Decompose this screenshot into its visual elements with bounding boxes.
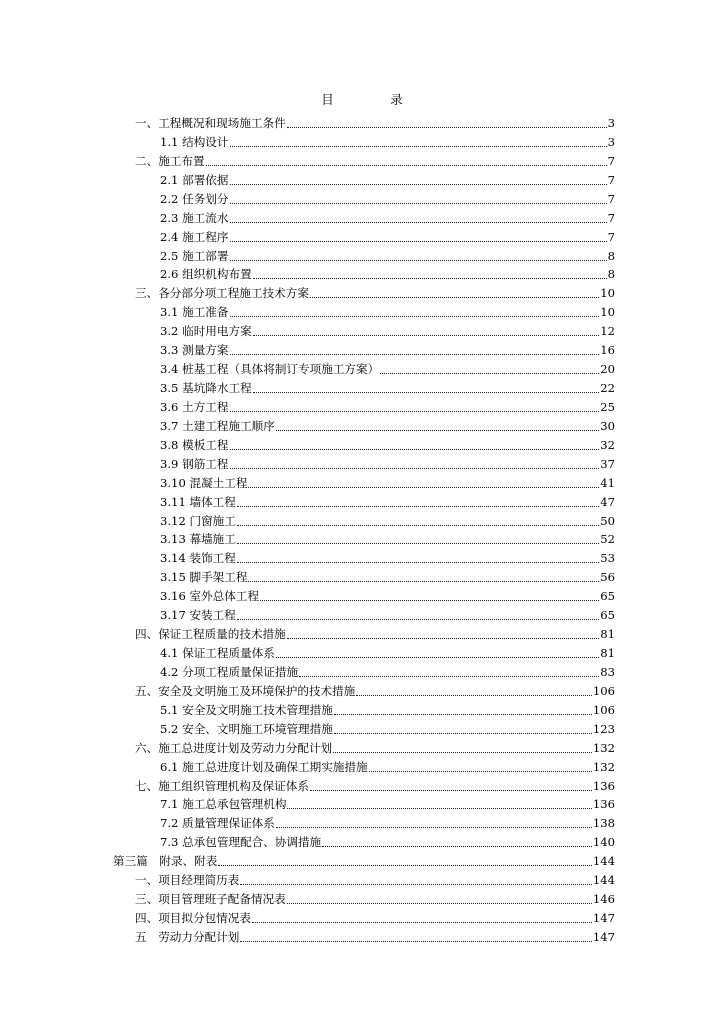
dot-leader — [237, 618, 599, 620]
toc-entry-page-number: 16 — [600, 343, 615, 358]
dot-leader — [287, 637, 600, 639]
toc-entry-label: 3.4 桩基工程（具体将制订专项施工方案） — [160, 362, 380, 377]
toc-entry-label: 2.4 施工程序 — [160, 229, 229, 244]
toc-entry[interactable] — [160, 547, 615, 566]
toc-entry-label: 1.1 结构设计 — [160, 134, 229, 149]
dot-leader — [230, 240, 607, 242]
toc-entry-label: 3.6 土方工程 — [160, 399, 229, 414]
toc-entry-label: 第三篇 附录、附表 — [113, 854, 218, 869]
toc-entry[interactable] — [135, 623, 615, 642]
toc-entry-page-number: 147 — [592, 929, 615, 944]
toc-entry-label: 四、保证工程质量的技术措施 — [135, 627, 286, 642]
toc-entry-label: 三、各分部分项工程施工技术方案 — [135, 286, 309, 301]
toc-entry-label: 3.14 装饰工程 — [160, 551, 236, 566]
toc-entry-label: 2.2 任务划分 — [160, 191, 229, 206]
toc-entry[interactable] — [160, 245, 615, 264]
dot-leader — [237, 524, 599, 526]
toc-entry[interactable] — [160, 812, 615, 831]
toc-entry-page-number: 132 — [592, 759, 615, 774]
toc-entry-label: 一、工程概况和现场施工条件 — [135, 116, 286, 130]
toc-entry[interactable] — [160, 831, 615, 850]
toc-entry[interactable] — [160, 528, 615, 547]
toc-entry-page-number: 37 — [600, 456, 615, 471]
dot-leader — [230, 353, 600, 355]
toc-entry-page-number: 7 — [607, 229, 615, 244]
toc-entry[interactable] — [135, 680, 615, 699]
toc-entry[interactable] — [160, 510, 615, 529]
toc-entry[interactable] — [160, 434, 615, 453]
toc-entry-label: 一、项目经理简历表 — [135, 873, 240, 888]
toc-entry[interactable] — [160, 358, 615, 377]
toc-entry-label: 四、项目拟分包情况表 — [135, 911, 251, 926]
toc-entry-page-number: 8 — [607, 248, 615, 263]
dot-leader — [248, 580, 599, 582]
dot-leader — [310, 296, 599, 298]
toc-entry-label: 3.10 混凝土工程 — [160, 475, 248, 490]
toc-entry-page-number: 20 — [600, 362, 615, 377]
toc-entry-page-number: 7 — [607, 153, 615, 168]
toc-entry-page-number: 146 — [592, 892, 615, 907]
toc-entry[interactable] — [160, 718, 615, 737]
toc-entry-label: 7.2 质量管理保证体系 — [160, 816, 275, 831]
toc-entry-page-number: 106 — [592, 683, 615, 698]
toc-entry-label: 3.5 基坑降水工程 — [160, 381, 252, 396]
toc-entry-page-number: 50 — [600, 513, 615, 528]
toc-entry[interactable] — [160, 566, 615, 585]
dot-leader — [230, 221, 607, 223]
toc-entry-label: 六、施工总进度计划及劳动力分配计划 — [135, 740, 333, 755]
toc-entry-label: 3.2 临时用电方案 — [160, 324, 252, 339]
dot-leader — [287, 126, 607, 128]
toc-entry-page-number: 32 — [600, 437, 615, 452]
toc-entry-label: 3.15 脚手架工程 — [160, 570, 248, 585]
dot-leader — [230, 183, 607, 185]
dot-leader — [276, 656, 599, 658]
toc-entry-label: 3.8 模板工程 — [160, 437, 229, 452]
toc-entry[interactable] — [160, 472, 615, 491]
toc-entry[interactable] — [135, 907, 615, 926]
toc-entry-label: 7.3 总承包管理配合、协调措施 — [160, 835, 322, 850]
toc-entry-page-number: 3 — [607, 134, 615, 149]
toc-entry[interactable] — [160, 604, 615, 623]
toc-entry-label: 2.6 组织机构布置 — [160, 267, 252, 282]
toc-entry[interactable] — [160, 642, 615, 661]
toc-entry-label: 3.9 钢筋工程 — [160, 456, 229, 471]
toc-entry-page-number: 53 — [600, 551, 615, 566]
toc-entry[interactable] — [135, 888, 615, 907]
toc-entry-page-number: 81 — [600, 627, 615, 642]
toc-entry-page-number: 106 — [592, 702, 615, 717]
dot-leader — [310, 789, 592, 791]
toc-entry-page-number: 7 — [607, 191, 615, 206]
toc-entry-label: 3.11 墙体工程 — [160, 494, 236, 509]
dot-leader — [260, 599, 599, 601]
toc-entry[interactable] — [135, 869, 615, 888]
toc-entry-page-number: 7 — [607, 210, 615, 225]
dot-leader — [230, 315, 600, 317]
toc-entry-label: 3.1 施工准备 — [160, 305, 229, 320]
dot-leader — [356, 694, 592, 696]
dot-leader — [230, 259, 607, 261]
toc-entry-label: 4.1 保证工程质量体系 — [160, 646, 275, 661]
toc-entry[interactable] — [160, 131, 615, 150]
dot-leader — [334, 713, 592, 715]
dot-leader — [276, 826, 592, 828]
toc-entry-page-number: 12 — [600, 324, 615, 339]
toc-entry-label: 5.2 安全、文明施工环境管理措施 — [160, 721, 333, 736]
toc-entry-page-number: 147 — [592, 911, 615, 926]
toc-entry[interactable] — [160, 320, 615, 339]
toc-entry[interactable] — [160, 169, 615, 188]
dot-leader — [230, 202, 607, 204]
dot-leader — [230, 467, 600, 469]
dot-leader — [369, 770, 592, 772]
toc-entry-page-number: 65 — [600, 589, 615, 604]
dot-leader — [230, 448, 600, 450]
toc-entry-page-number: 83 — [600, 664, 615, 679]
toc-entry-page-number: 22 — [600, 381, 615, 396]
toc-entry[interactable] — [135, 150, 615, 169]
toc-entry-label: 7.1 施工总承包管理机构 — [160, 797, 287, 812]
dot-leader — [237, 561, 599, 563]
dot-leader — [230, 410, 600, 412]
toc-entry[interactable] — [160, 263, 615, 282]
toc-entry[interactable] — [135, 775, 615, 794]
toc-entry[interactable] — [135, 112, 615, 131]
toc-entry-label: 5.1 安全及文明施工技术管理措施 — [160, 702, 333, 717]
toc-entry[interactable] — [160, 491, 615, 510]
toc-entry-label: 2.3 施工流水 — [160, 210, 229, 225]
toc-entry-page-number: 3 — [607, 116, 615, 130]
toc-entry-page-number: 47 — [600, 494, 615, 509]
toc-entry-label: 三、项目管理班子配备情况表 — [135, 892, 286, 907]
dot-leader — [240, 883, 592, 885]
toc-entry-label: 五、安全及文明施工及环境保护的技术措施 — [135, 683, 356, 698]
toc-entry-label: 3.17 安装工程 — [160, 608, 236, 623]
toc-entry-page-number: 132 — [592, 740, 615, 755]
toc-entry[interactable] — [135, 926, 615, 945]
toc-entry-page-number: 138 — [592, 816, 615, 831]
toc-entry-page-number: 144 — [592, 854, 615, 869]
toc-entry-page-number: 136 — [592, 797, 615, 812]
toc-entry[interactable] — [160, 756, 615, 775]
toc-entry-label: 二、施工布置 — [135, 153, 205, 168]
toc-entry[interactable] — [160, 301, 615, 320]
dot-leader — [334, 732, 592, 734]
toc-entry-label: 3.12 门窗施工 — [160, 513, 236, 528]
dot-leader — [276, 429, 599, 431]
toc-entry-page-number: 81 — [600, 646, 615, 661]
dot-leader — [333, 751, 592, 753]
toc-entry-label: 2.5 施工部署 — [160, 248, 229, 263]
dot-leader — [240, 940, 592, 942]
dot-leader — [380, 372, 599, 374]
toc-entry-page-number: 8 — [607, 267, 615, 282]
toc-entry-label: 3.16 室外总体工程 — [160, 589, 260, 604]
toc-entry[interactable] — [160, 339, 615, 358]
dot-leader — [237, 505, 599, 507]
dot-leader — [230, 145, 607, 147]
toc-entry[interactable] — [135, 282, 615, 301]
toc-entry-page-number: 10 — [600, 305, 615, 320]
toc-entry[interactable] — [160, 377, 615, 396]
toc-entry-page-number: 7 — [607, 172, 615, 187]
toc-entry-label: 五 劳动力分配计划 — [135, 929, 240, 944]
dot-leader — [287, 902, 592, 904]
toc-entry-page-number: 65 — [600, 608, 615, 623]
dot-leader — [253, 391, 600, 393]
toc-entry[interactable] — [160, 453, 615, 472]
toc-entry[interactable] — [160, 793, 615, 812]
dot-leader — [237, 542, 599, 544]
toc-entry-label: 2.1 部署依据 — [160, 172, 229, 187]
toc-entry[interactable] — [160, 207, 615, 226]
toc-entry-page-number: 41 — [600, 475, 615, 490]
toc-title: 目 录 — [321, 92, 425, 107]
toc-entry-page-number: 52 — [600, 532, 615, 547]
toc-entry-label: 七、施工组织管理机构及保证体系 — [135, 778, 309, 793]
toc-entry[interactable] — [160, 226, 615, 245]
toc-entry[interactable] — [160, 661, 615, 680]
toc-entry-page-number: 123 — [592, 721, 615, 736]
toc-entry[interactable] — [135, 737, 615, 756]
toc-entry-page-number: 30 — [600, 418, 615, 433]
dot-leader — [299, 675, 599, 677]
toc-entry-page-number: 144 — [592, 873, 615, 888]
toc-entry-page-number: 140 — [592, 835, 615, 850]
toc-entry-page-number: 56 — [600, 570, 615, 585]
dot-leader — [218, 864, 592, 866]
dot-leader — [253, 277, 607, 279]
dot-leader — [322, 845, 592, 847]
toc-entry-page-number: 136 — [592, 778, 615, 793]
toc-entry-label: 6.1 施工总进度计划及确保工期实施措施 — [160, 759, 368, 774]
dot-leader — [287, 807, 591, 809]
toc-entry[interactable] — [160, 699, 615, 718]
toc-entry[interactable] — [113, 850, 615, 869]
toc-entry-page-number: 10 — [600, 286, 615, 301]
toc-entry-label: 4.2 分项工程质量保证措施 — [160, 664, 299, 679]
toc-entry-label: 3.3 测量方案 — [160, 343, 229, 358]
dot-leader — [248, 486, 599, 488]
toc-entry-label: 3.7 土建工程施工顺序 — [160, 418, 275, 433]
toc-entry[interactable] — [160, 585, 615, 604]
toc-entry[interactable] — [160, 396, 615, 415]
dot-leader — [252, 921, 592, 923]
toc-entry[interactable] — [160, 415, 615, 434]
dot-leader — [206, 164, 607, 166]
toc-entry[interactable] — [160, 188, 615, 207]
dot-leader — [253, 334, 600, 336]
toc-entry-page-number: 25 — [600, 399, 615, 414]
toc-entry-label: 3.13 幕墙施工 — [160, 532, 236, 547]
